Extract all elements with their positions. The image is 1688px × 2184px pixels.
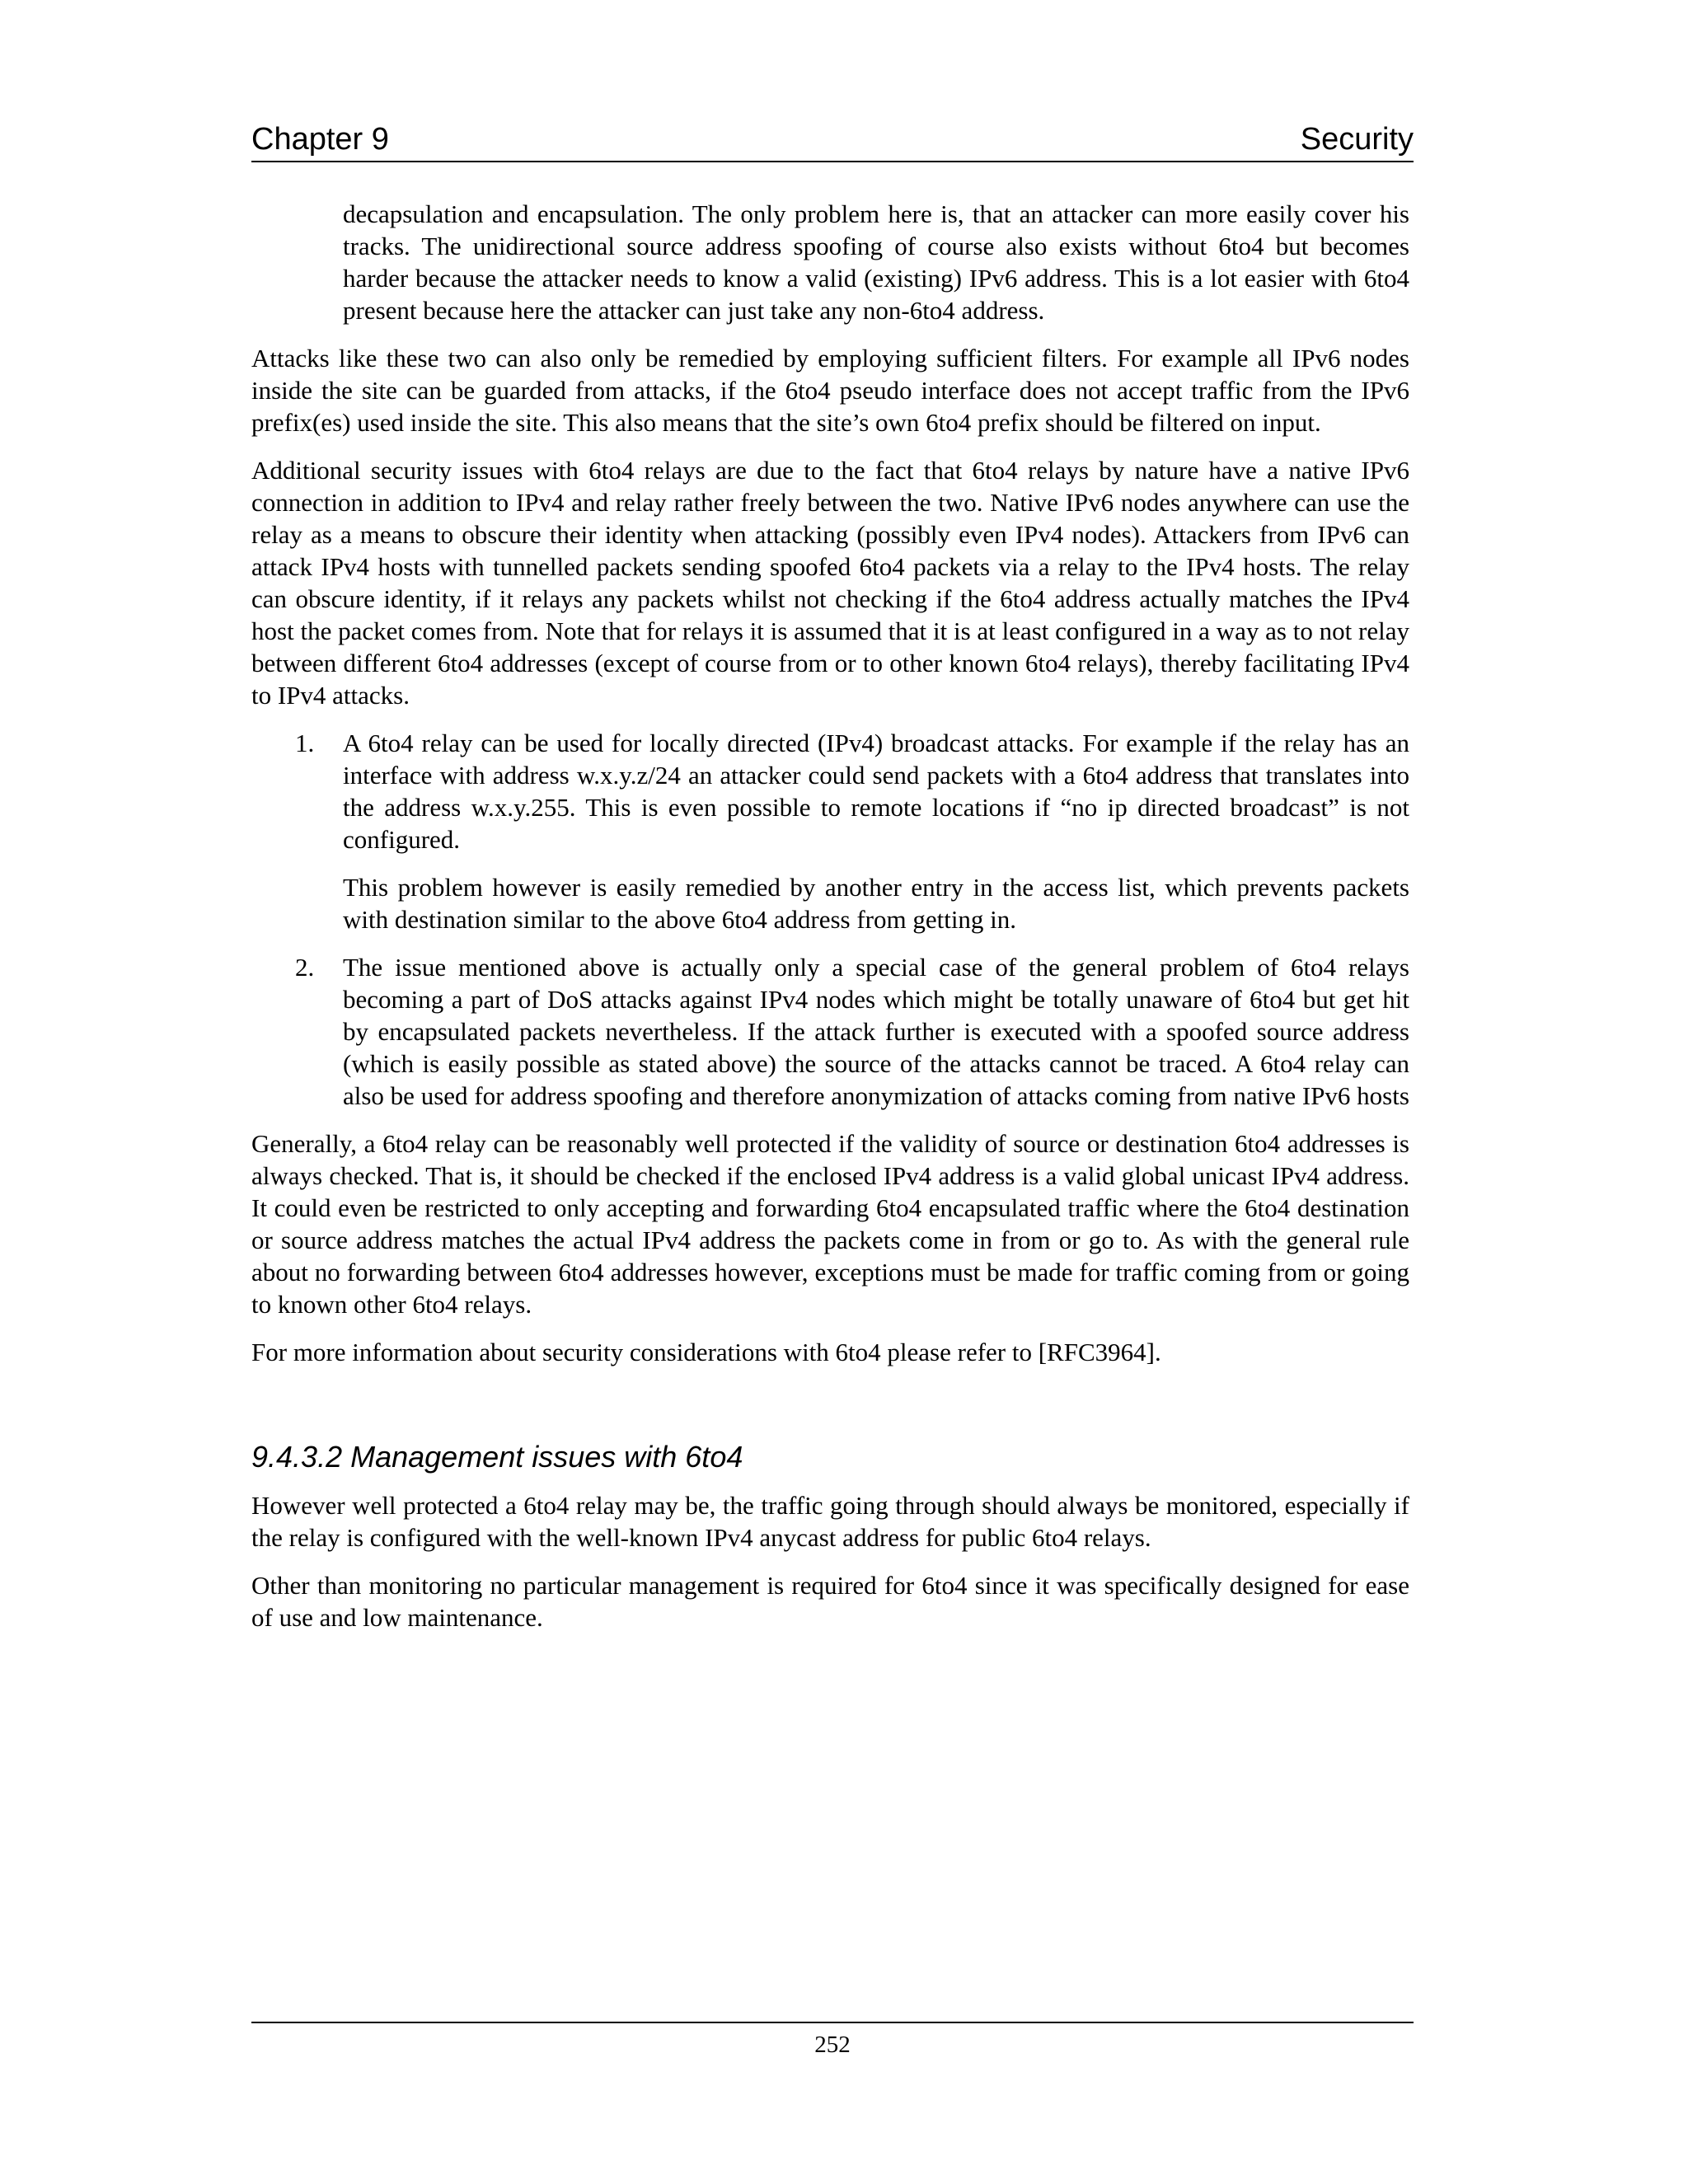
section-heading: 9.4.3.2 Management issues with 6to4 bbox=[251, 1440, 743, 1474]
page-footer bbox=[251, 2022, 1414, 2059]
page-body bbox=[251, 198, 1409, 1649]
paragraph-management: Other than monitoring no particular management is required for 6to4 since it was specifically designed for ease of use and low maintenance. bbox=[251, 1571, 1409, 1632]
paragraph-protection: Generally, a 6to4 relay can be reasonably well protected if the validity of source or destination 6to4 addresses is always checked. That is, it should be checked if the enclosed IPv4 address is a valid global unicast IPv4 address. It could even be restricted to only accepting and forwarding 6to4 encapsulated traffic where the 6to4 destination or source address matches the actual IPv4 address the packets come in from or go to. As with the general rule about no forwarding between 6to4 addresses however, exceptions must be made for traffic coming from or going to known other 6to4 relays. bbox=[251, 1129, 1409, 1319]
list-item-number: 1. bbox=[295, 729, 315, 757]
page-number: 252 bbox=[814, 2032, 851, 2058]
list-item-followup: This problem however is easily remedied by another entry in the access list, which prevents packets with destination similar to the above 6to4 address from getting in. bbox=[343, 873, 1409, 934]
list-item bbox=[295, 951, 1409, 1112]
paragraph-reference: For more information about security considerations with 6to4 please refer to [RFC3964]. bbox=[251, 1338, 1161, 1366]
paragraph-relay-issues: Additional security issues with 6to4 relays are due to the fact that 6to4 relays by nature have a native IPv6 connection in addition to IPv4 and relay rather freely between the two. Native IPv6 nodes anywhere can use the relay as a means to obscure their identity when attacking (possibly even IPv4 nodes). Attackers from IPv6 can attack IPv4 hosts with tunnelled packets sending spoofed 6to4 packets via a relay to the IPv4 hosts. The relay can obscure identity, if it relays any packets whilst not checking if the 6to4 address actually matches the IPv4 host the packet comes from. Note that for relays it is assumed that it is at least configured in a way as to not relay between different 6to4 addresses (except of course from or to other known 6to4 relays), thereby facilitating IPv4 to IPv4 attacks. bbox=[251, 456, 1409, 710]
numbered-list bbox=[251, 727, 1409, 1112]
paragraph-monitoring: However well protected a 6to4 relay may be, the traffic going through should always be monitored, especially if the relay is configured with the well-known IPv4 anycast address for public 6to4 relays. bbox=[251, 1491, 1409, 1552]
page-header bbox=[251, 118, 1414, 162]
list-item bbox=[295, 727, 1409, 935]
list-item-text: A 6to4 relay can be used for locally directed (IPv4) broadcast attacks. For example if the relay has an interface with address w.x.y.z/24 an attacker could send packets with a 6to4 address that translates into the address w.x.y.255. This is even possible to remote locations if “no ip directed broadcast” is not configured. bbox=[343, 729, 1409, 854]
paragraph-filters: Attacks like these two can also only be remedied by employing sufficient filters. For example all IPv6 nodes inside the site can be guarded from attacks, if the 6to4 pseudo interface does not accept traffic from the IPv6 prefix(es) used inside the site. This also means that the site’s own 6to4 prefix should be filtered on input. bbox=[251, 344, 1409, 437]
header-chapter: Chapter 9 bbox=[251, 122, 389, 157]
intro-paragraph: decapsulation and encapsulation. The only problem here is, that an attacker can more easily cover his tracks. The unidirectional source address spoofing of course also exists without 6to4 but becomes harder because the attacker needs to know a valid (existing) IPv6 address. This is a lot easier with 6to4 present because here the attacker can just take any non-6to4 address. bbox=[343, 199, 1409, 325]
list-item-text: The issue mentioned above is actually only a special case of the general problem of 6to4 relays becoming a part of DoS attacks against IPv4 nodes which might be totally unaware of 6to4 but get hit by encapsulated packets nevertheless. If the attack further is executed with a spoofed source address (which is easily possible as stated above) the source of the attacks cannot be traced. A 6to4 relay can also be used for address spoofing and therefore anonymization of attacks coming from native IPv6 hosts bbox=[343, 953, 1409, 1110]
header-title: Security bbox=[1300, 122, 1414, 157]
list-item-number: 2. bbox=[295, 953, 315, 982]
